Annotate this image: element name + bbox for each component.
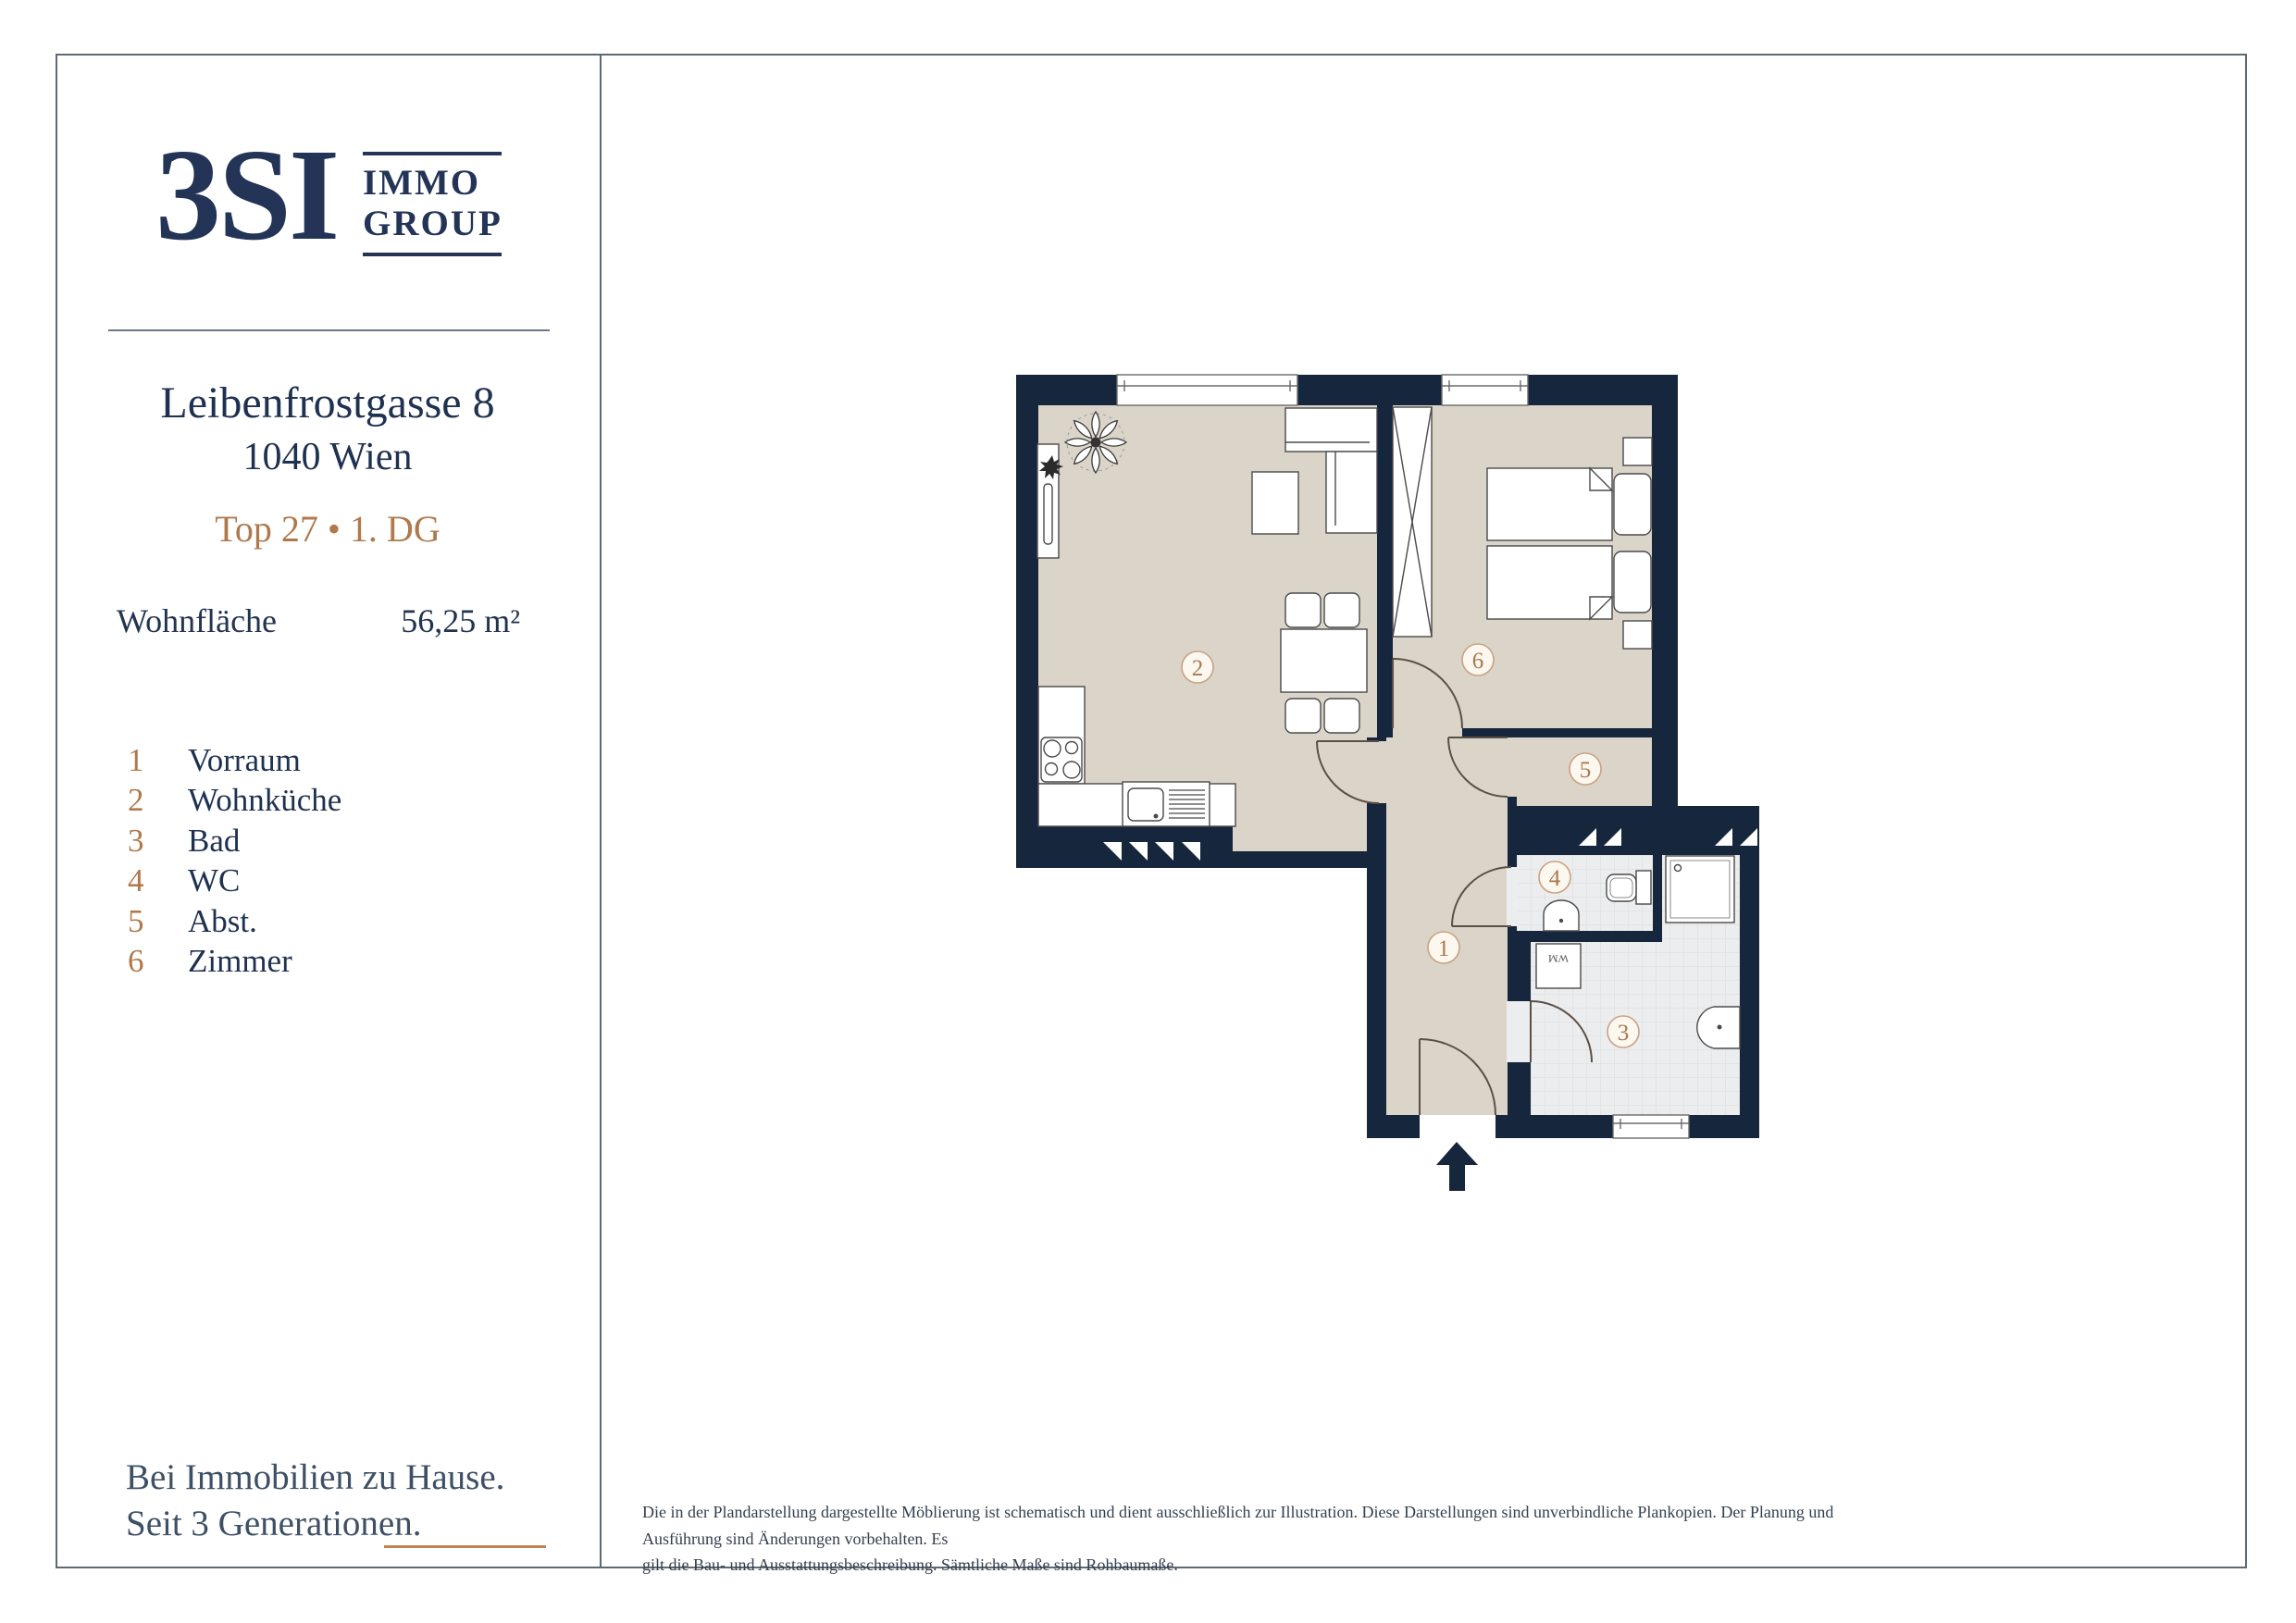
- badge-bad: [1607, 1016, 1639, 1047]
- coffee-table-icon: [1252, 472, 1298, 534]
- area-label: Wohnfläche: [117, 602, 278, 639]
- floor-plan: [999, 365, 1777, 1203]
- area-value: 56,25 m²: [401, 602, 520, 639]
- bad-sink-icon: [1697, 1007, 1740, 1048]
- legend-number: 3: [128, 823, 144, 859]
- svg-text:2: 2: [1191, 656, 1204, 681]
- legend-number: 5: [128, 903, 144, 939]
- toilet-icon: [1607, 871, 1651, 904]
- brand-logo: 3SI: [155, 121, 338, 267]
- svg-text:5: 5: [1579, 758, 1592, 783]
- brand-logo-subtitle: [363, 152, 502, 256]
- window-bad-icon: [1613, 1115, 1689, 1138]
- disclaimer: [642, 1499, 1845, 1579]
- stove-icon: [1041, 737, 1082, 782]
- legend-number: 4: [128, 862, 144, 898]
- wc-sink-icon: [1544, 900, 1579, 931]
- badge-abstellraum: [1570, 753, 1601, 785]
- legend-item-vorraum: [128, 742, 516, 783]
- legend-item-zimmer: [128, 943, 516, 984]
- brand-logo-sub-top: IMMO: [363, 163, 481, 203]
- property-street: Leibenfrostgasse 8: [160, 378, 495, 427]
- sink-icon: [1123, 782, 1210, 826]
- legend-item-bad: [128, 823, 516, 863]
- footer-accent-line: [384, 1545, 546, 1548]
- legend-number: 2: [128, 782, 144, 818]
- entry-arrow-icon: [1436, 1142, 1478, 1191]
- badge-wc: [1539, 861, 1570, 893]
- legend-item-wc: [128, 862, 516, 903]
- washing-machine-icon: [1536, 944, 1581, 988]
- disclaimer-line-1: Die in der Plandarstellung dargestellte Möblierung ist schematisch und dient ausschließlich zur Illustration. Diese Darstellungen sind unverbindliche Plankopien. Der Planung und Ausführung sind Änderungen vorbehalten. Es: [642, 1503, 1834, 1548]
- legend-item-wohnkueche: [128, 782, 516, 823]
- badge-vorraum: [1428, 932, 1459, 963]
- disclaimer-line-2: gilt die Bau- und Ausstattungsbeschreibung. Sämtliche Maße sind Rohbaumaße.: [642, 1555, 1178, 1574]
- shower-icon: [1666, 856, 1734, 923]
- dining-set-icon: [1281, 593, 1367, 733]
- legend-number: 6: [128, 943, 144, 979]
- legend-label: Zimmer: [188, 943, 292, 979]
- legend-label: Bad: [188, 823, 241, 859]
- area-row: [117, 601, 520, 640]
- footer-tagline-2: Seit 3 Generationen.: [126, 1504, 422, 1543]
- property-city: 1040 Wien: [242, 436, 413, 478]
- svg-text:WM: WM: [1548, 952, 1569, 965]
- logo-separator: [108, 329, 550, 331]
- legend-label: Abst.: [188, 903, 257, 939]
- legend-label: Wohnküche: [188, 782, 342, 818]
- nightstand-icon: [1623, 621, 1652, 649]
- legend-number: 1: [128, 742, 144, 778]
- legend-label: Vorraum: [188, 742, 301, 778]
- legend-item-abstellraum: [128, 903, 516, 944]
- badge-zimmer: [1462, 644, 1494, 675]
- plant-icon: [1065, 412, 1126, 473]
- window-zimmer-icon: [1442, 375, 1528, 405]
- nightstand-icon: [1623, 438, 1652, 465]
- legend-label: WC: [188, 862, 241, 898]
- svg-text:3: 3: [1617, 1021, 1630, 1046]
- svg-text:6: 6: [1471, 649, 1484, 674]
- window-wohnkueche-icon: [1117, 375, 1297, 405]
- footer-tagline-1: Bei Immobilien zu Hause.: [126, 1457, 505, 1497]
- brand-logo-sub-bottom: GROUP: [363, 204, 503, 243]
- svg-text:4: 4: [1548, 866, 1561, 891]
- wardrobe-icon: [1393, 407, 1432, 637]
- property-unit: Top 27 • 1. DG: [215, 508, 441, 550]
- svg-text:1: 1: [1437, 936, 1450, 961]
- sidebar-divider: [600, 54, 602, 1567]
- badge-wohnkueche: [1182, 651, 1213, 683]
